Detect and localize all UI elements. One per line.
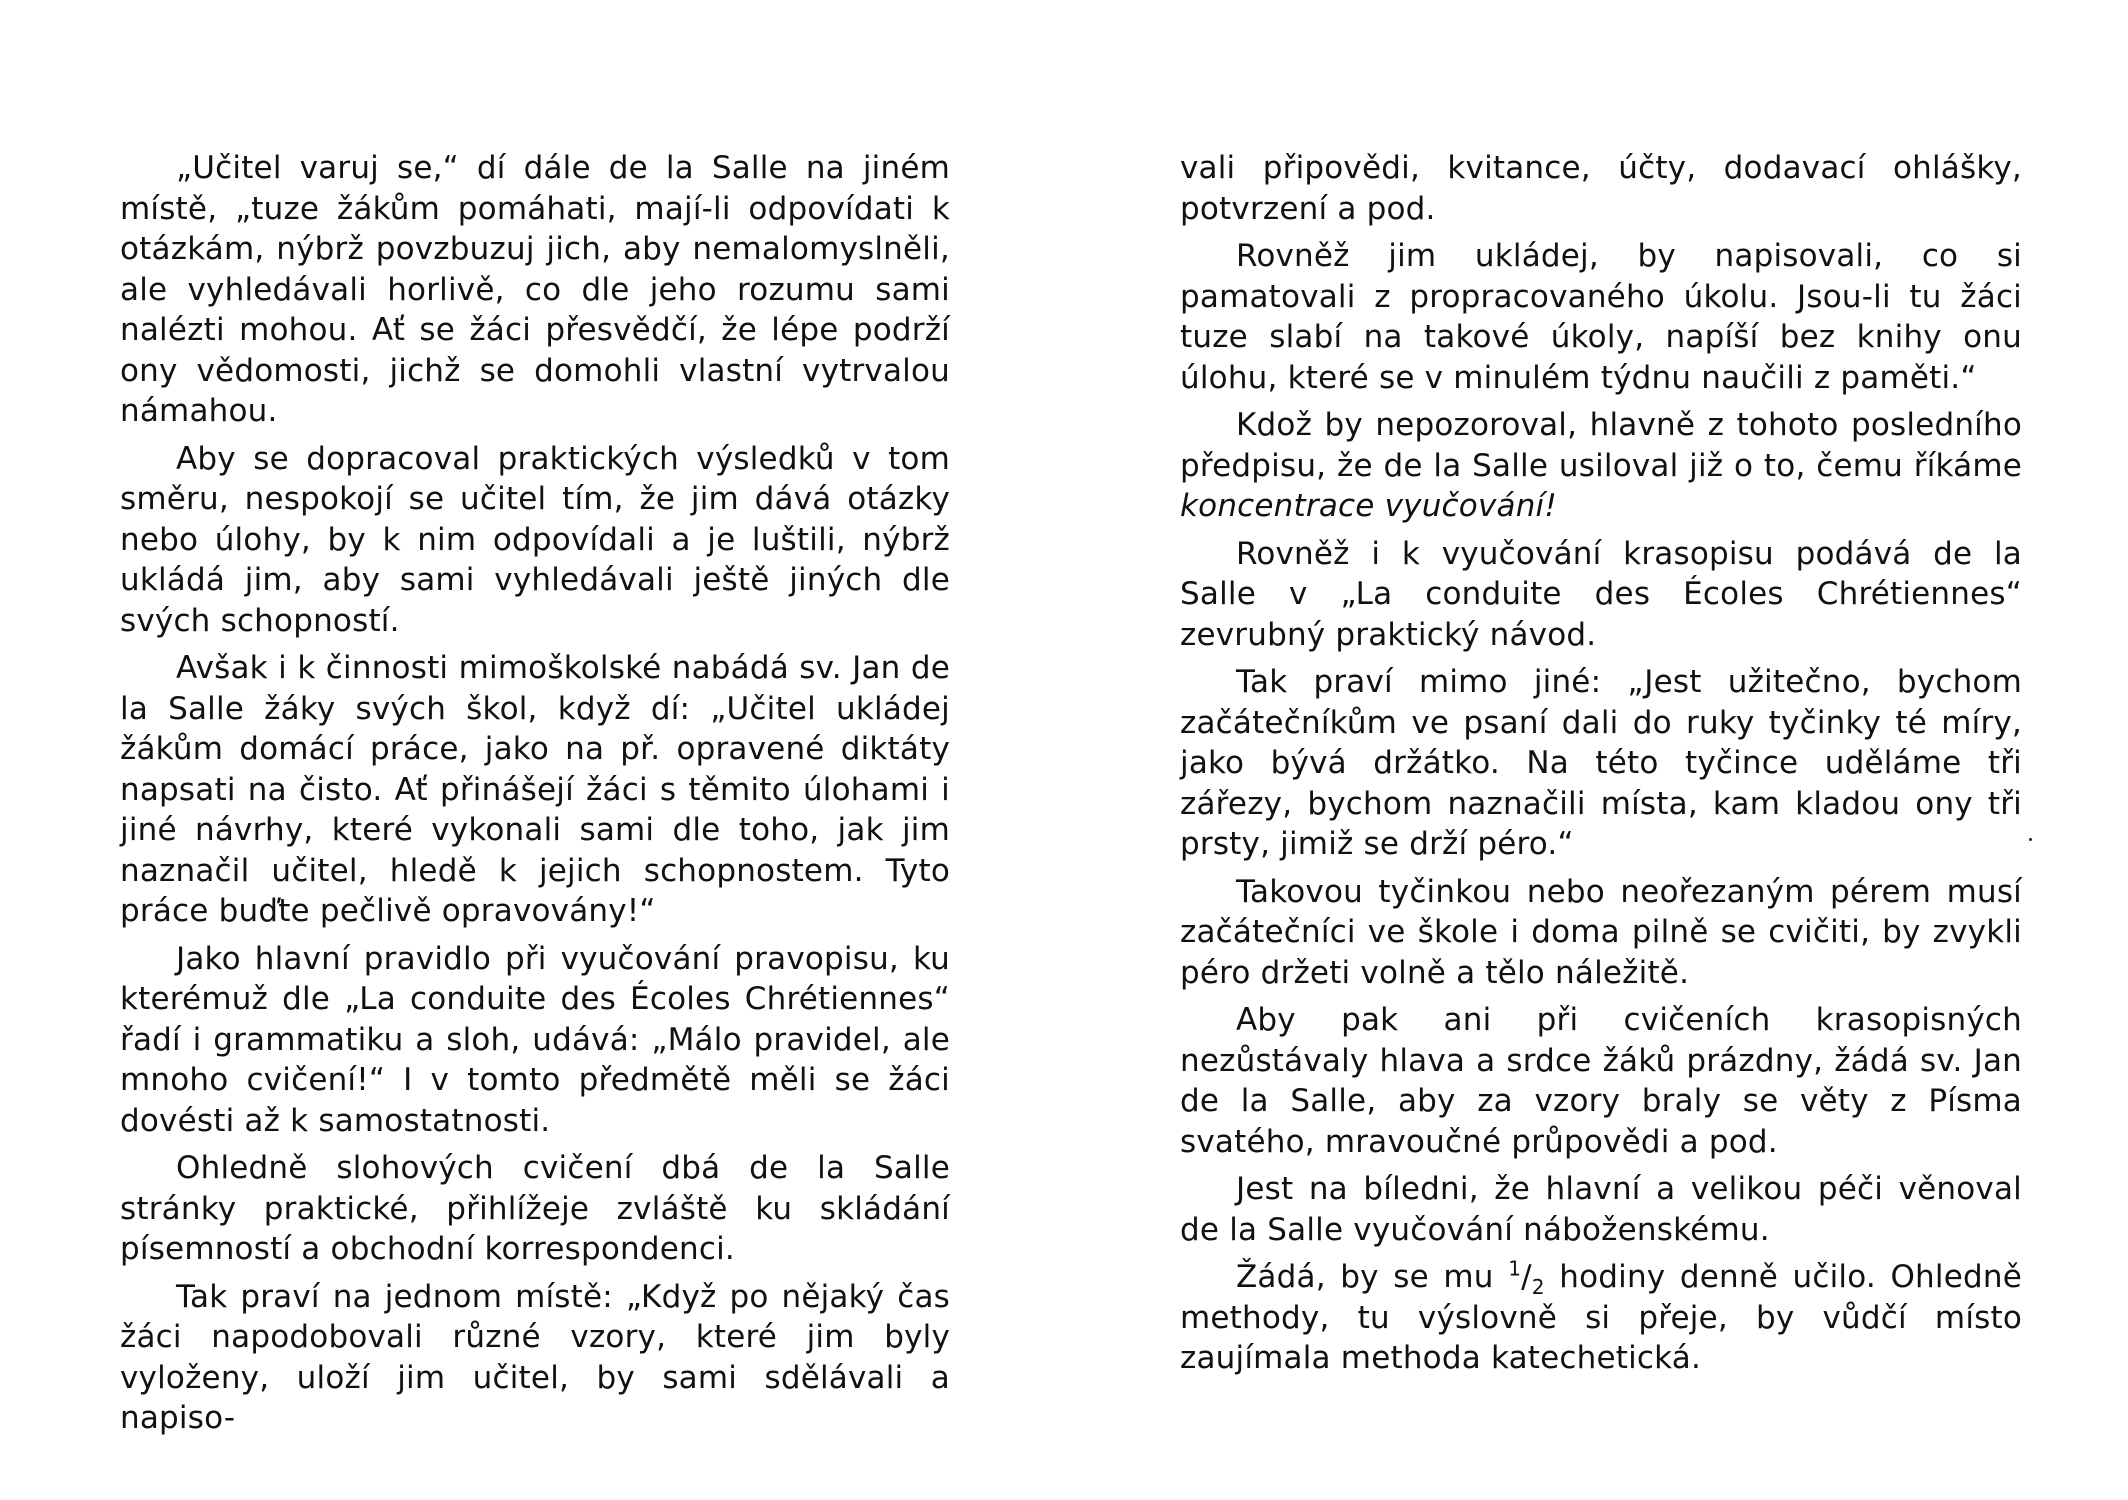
right-page <box>1180 148 2022 1386</box>
right-paragraph-6: Takovou tyčinkou nebo neořezaným pérem musí začátečníci ve škole i doma pilně se cvičiti, by zvykli péro držeti volně a tělo náležitě. <box>1180 873 2022 991</box>
left-paragraph-6: Tak praví na jednom místě: „Když po nějaký čas žáci napodobovali různé vzory, které jim byly vyloženy, uloží jim učitel, by sami sdělávali a napiso- <box>120 1278 950 1436</box>
right-paragraph-8: Jest na bíledni, že hlavní a velikou péči věnoval de la Salle vyučování náboženskému. <box>1180 1171 2022 1248</box>
right-paragraph-3-text: Kdož by nepozoroval, hlavně z tohoto posledního předpisu, že de la Salle usiloval již o to, čemu říkáme <box>1180 407 2022 484</box>
right-paragraph-9 <box>1180 1257 2022 1379</box>
right-paragraph-7: Aby pak ani při cvičeních krasopisných nezůstávaly hlava a srdce žáků prázdny, žádá sv. Jan de la Salle, aby za vzory braly se věty z Písma svatého, mravoučné průpovědi a pod. <box>1180 1002 2022 1160</box>
fraction-slash: / <box>1521 1259 1532 1295</box>
fraction-numerator: 1 <box>1508 1256 1522 1281</box>
left-paragraph-2: Aby se dopracoval praktických výsledků v tom směru, nespokojí se učitel tím, že jim dává otázky nebo úlohy, by k nim odpovídali a je luštili, nýbrž ukládá jim, aby sami vyhledávali ještě jiných dle svých schopností. <box>120 440 950 639</box>
right-paragraph-2: Rovněž jim ukládej, by napisovali, co si pamatovali z propracovaného úkolu. Jsou-li tu žáci tuze slabí na takové úkoly, napíší bez knihy onu úlohu, které se v minulém týdnu naučili z paměti.“ <box>1180 238 2022 396</box>
left-paragraph-3: Avšak i k činnosti mimoškolské nabádá sv. Jan de la Salle žáky svých škol, když dí: „Učitel ukládej žákům domácí práce, jako na př. opravené diktáty napsati na čisto. Ať přinášejí žáci s těmito úlohami i jiné návrhy, které vykonali sami dle toho, jak jim naznačil učitel, hledě k jejich schopnostem. Tyto práce buďte pečlivě opravovány!“ <box>120 650 950 929</box>
left-paragraph-4: Jako hlavní pravidlo při vyučování pravopisu, ku kterémuž dle „La conduite des Écoles Chrétiennes“ řadí i grammatiku a sloh, udává: „Málo pravidel, ale mnoho cvičení!“ I v tomto předmětě měli se žáci dovésti až k samostatnosti. <box>120 940 950 1139</box>
left-page <box>120 148 950 1446</box>
right-paragraph-4: Rovněž i k vyučování krasopisu podává de la Salle v „La conduite des Écoles Chrétiennes“ zevrubný praktický návod. <box>1180 535 2022 653</box>
right-paragraph-5: Tak praví mimo jiné: „Jest užitečno, bychom začátečníkům ve psaní dali do ruky tyčinky té míry, jako bývá držátko. Na této tyčince uděláme tři zářezy, bychom naznačili místa, kam kladou ony tři prsty, jimiž se drží péro.“ <box>1180 664 2022 862</box>
fraction-denominator: 2 <box>1531 1275 1545 1300</box>
right-paragraph-3 <box>1180 405 2022 527</box>
left-paragraph-1: „Učitel varuj se,“ dí dále de la Salle na jiném místě, „tuze žákům pomáhati, mají-li odpovídati k otázkám, nýbrž povzbuzuj jich, aby nemalomyslněli, ale vyhledávali horlivě, co dle jeho rozumu sami nalézti mohou. Ať se žáci přesvědčí, že lépe podrží ony vědomosti, jichž se domohli vlastní vytrvalou námahou. <box>120 150 950 429</box>
right-continuation-paragraph: vali připovědi, kvitance, účty, dodavací ohlášky, potvrzení a pod. <box>1180 150 2022 227</box>
concentration-emphasis: koncentrace vyučování! <box>1180 488 1557 524</box>
right-paragraph-9-start: Žádá, by se mu <box>1236 1259 1509 1295</box>
left-paragraph-5: Ohledně slohových cvičení dbá de la Salle stránky praktické, přihlížeje zvláště ku skládání písemností a obchodní korrespondenci. <box>120 1150 950 1267</box>
right-paragraph-9-end: hodiny denně učilo. Ohledně methody, tu výslovně si přeje, by vůdčí místo zaujímala methoda katechetická. <box>1180 1259 2022 1376</box>
print-speck <box>2029 838 2032 841</box>
